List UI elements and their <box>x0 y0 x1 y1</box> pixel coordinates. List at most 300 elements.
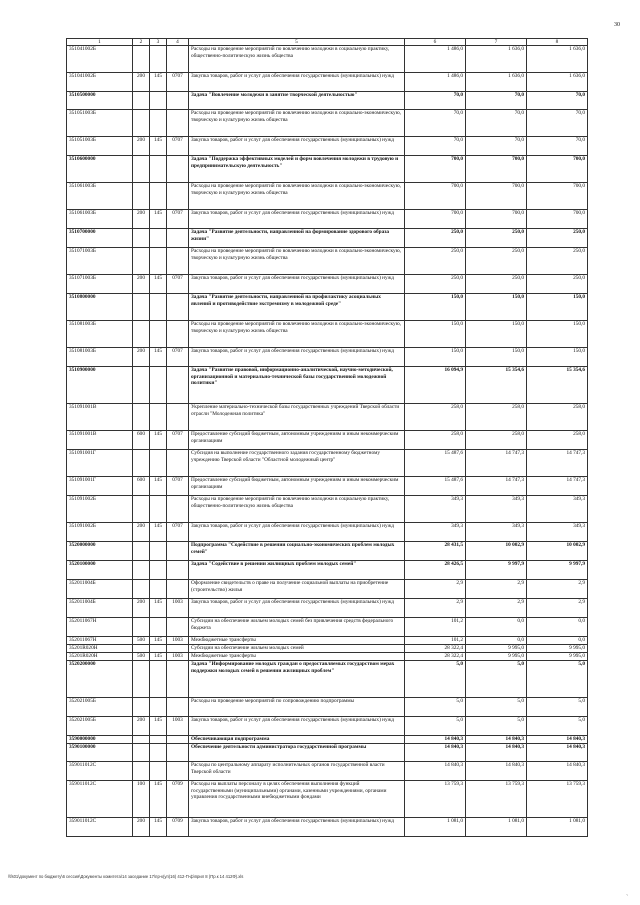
row-value-year2: 70,0 <box>466 137 527 156</box>
row-value-year1: 2,9 <box>405 580 466 599</box>
row-value-year2: 14 747,3 <box>466 477 527 496</box>
column-header: 6 <box>405 39 466 46</box>
row-value-year1: 1 081,0 <box>405 818 466 837</box>
row-value-year1: 150,0 <box>405 321 466 348</box>
row-expense-type: 200 <box>133 73 150 92</box>
table-row <box>67 46 588 73</box>
row-value-year2: 70,0 <box>466 92 527 110</box>
row-expense-type: 200 <box>133 348 150 367</box>
row-department <box>150 698 167 717</box>
row-value-year2: 150,0 <box>466 294 527 321</box>
file-path-footer: \\fs01\документ по бюджету\6 сессия\Документы комитета\14 заседание 17\пр-к(уп)16) 412-П-ф\прил 8 (Пр.к 14 412Ф).xls <box>8 874 244 879</box>
row-value-year1: 150,0 <box>405 294 466 321</box>
row-department <box>150 496 167 523</box>
table-row <box>67 183 588 210</box>
table-row <box>67 92 588 110</box>
row-description: Субсидия на выполнение государственного задания государственному бюджетному учреждению Тверской области "Областной молодежный центр" <box>189 450 405 477</box>
row-description: Закупка товаров, работ и услуг для обеспечения государственных (муниципальных) нужд <box>189 73 405 92</box>
row-value-year2: 250,0 <box>466 275 527 294</box>
row-expense-type: 500 <box>133 637 150 645</box>
row-section <box>167 248 189 275</box>
row-value-year3: 9 995,0 <box>527 653 588 661</box>
column-header: 7 <box>466 39 527 46</box>
table-row <box>67 561 588 580</box>
row-value-year3: 2,9 <box>527 580 588 599</box>
table-row <box>67 542 588 561</box>
table-row <box>67 736 588 744</box>
row-value-year1: 28 322,4 <box>405 653 466 661</box>
row-value-year3: 0,0 <box>527 637 588 645</box>
row-description: Расходы на проведение мероприятий по вовлечению молодежи в социально-экономическую, творческую и культурную жизнь общества <box>189 183 405 210</box>
table-row <box>67 210 588 229</box>
row-code: 3510700000 <box>67 229 133 248</box>
row-value-year3: 5,0 <box>527 661 588 698</box>
row-value-year3: 14 747,3 <box>527 477 588 496</box>
row-department: 145 <box>150 431 167 450</box>
table-row <box>67 110 588 137</box>
row-value-year1: 700,0 <box>405 210 466 229</box>
row-value-year3: 250,0 <box>527 229 588 248</box>
row-value-year1: 101,2 <box>405 618 466 637</box>
row-value-year1: 250,0 <box>405 229 466 248</box>
row-value-year2: 1 636,0 <box>466 73 527 92</box>
row-value-year1: 28 431,5 <box>405 542 466 561</box>
row-description: Закупка товаров, работ и услуг для обеспечения государственных (муниципальных) нужд <box>189 717 405 736</box>
row-expense-type <box>133 736 150 744</box>
row-section: 0709 <box>167 818 189 837</box>
row-description: Задача "Развитие деятельности, направленной на профилактику асоциальных явлений и противодействие экстремизму в молодежной среде" <box>189 294 405 321</box>
row-department <box>150 321 167 348</box>
row-code: 351081003Б <box>67 321 133 348</box>
row-value-year2: 258,0 <box>466 431 527 450</box>
row-description: Предоставление субсидий бюджетным, автономным учреждениям и иным некоммерческим организациям <box>189 477 405 496</box>
row-code: 351091001Г <box>67 450 133 477</box>
row-department <box>150 542 167 561</box>
row-description: Задача "Содействие в решении жилищных проблем молодых семей" <box>189 561 405 580</box>
row-department: 145 <box>150 818 167 837</box>
row-value-year1: 250,0 <box>405 248 466 275</box>
row-expense-type <box>133 561 150 580</box>
table-row <box>67 477 588 496</box>
row-value-year1: 1 486,0 <box>405 46 466 73</box>
table-row <box>67 618 588 637</box>
table-row <box>67 599 588 618</box>
row-section <box>167 698 189 717</box>
column-header: 3 <box>150 39 167 46</box>
table-row <box>67 348 588 367</box>
row-description: Предоставление субсидий бюджетным, автономным учреждениям и иным некоммерческим организациям <box>189 431 405 450</box>
row-code: 351061003Б <box>67 183 133 210</box>
row-value-year2: 250,0 <box>466 248 527 275</box>
row-expense-type <box>133 762 150 781</box>
row-description: Расходы на проведение мероприятий по вовлечению молодежи в социально-экономическую, творческую и культурную жизнь общества <box>189 110 405 137</box>
row-department <box>150 248 167 275</box>
row-section <box>167 496 189 523</box>
row-value-year1: 28 426,5 <box>405 561 466 580</box>
row-section: 0707 <box>167 275 189 294</box>
row-department <box>150 367 167 404</box>
row-value-year1: 349,3 <box>405 523 466 542</box>
row-value-year3: 70,0 <box>527 92 588 110</box>
table-row <box>67 818 588 837</box>
row-value-year2: 10 002,9 <box>466 542 527 561</box>
row-value-year3: 1 636,0 <box>527 46 588 73</box>
row-department <box>150 580 167 599</box>
row-section <box>167 580 189 599</box>
row-department <box>150 294 167 321</box>
row-section: 1003 <box>167 637 189 645</box>
row-value-year3: 9 997,9 <box>527 561 588 580</box>
row-value-year2: 250,0 <box>466 229 527 248</box>
row-section <box>167 744 189 762</box>
table-row <box>67 248 588 275</box>
column-header: 2 <box>133 39 150 46</box>
row-description: Расходы на проведение мероприятий по вовлечению молодежи в социальную практику, общественно-политическую жизнь общества <box>189 496 405 523</box>
row-value-year3: 10 002,9 <box>527 542 588 561</box>
row-expense-type: 100 <box>133 781 150 818</box>
row-expense-type <box>133 645 150 653</box>
row-value-year3: 14 840,3 <box>527 736 588 744</box>
row-department: 145 <box>150 348 167 367</box>
table-row <box>67 698 588 717</box>
row-value-year1: 15 487,6 <box>405 477 466 496</box>
row-section: 0707 <box>167 477 189 496</box>
row-value-year3: 150,0 <box>527 294 588 321</box>
row-expense-type <box>133 542 150 561</box>
row-value-year3: 13 759,3 <box>527 781 588 818</box>
row-code: 3520100000 <box>67 561 133 580</box>
row-value-year3: 250,0 <box>527 248 588 275</box>
row-expense-type <box>133 580 150 599</box>
row-value-year2: 258,0 <box>466 404 527 431</box>
row-value-year2: 150,0 <box>466 321 527 348</box>
row-value-year3: 5,0 <box>527 698 588 717</box>
row-value-year2: 15 354,6 <box>466 367 527 404</box>
table-row <box>67 367 588 404</box>
row-section: 0707 <box>167 523 189 542</box>
row-value-year1: 258,0 <box>405 404 466 431</box>
row-code: 352011067Н <box>67 637 133 645</box>
row-value-year1: 2,9 <box>405 599 466 618</box>
row-department <box>150 744 167 762</box>
row-expense-type: 200 <box>133 818 150 837</box>
row-value-year2: 700,0 <box>466 183 527 210</box>
row-description: Субсидии на обеспечение жильем молодых семей <box>189 645 405 653</box>
row-value-year1: 1 486,0 <box>405 73 466 92</box>
row-expense-type: 200 <box>133 523 150 542</box>
row-value-year3: 1 081,0 <box>527 818 588 837</box>
row-section: 0707 <box>167 73 189 92</box>
row-code: 359011012С <box>67 818 133 837</box>
row-department: 145 <box>150 73 167 92</box>
row-code: 359011012С <box>67 781 133 818</box>
row-value-year2: 9 997,9 <box>466 561 527 580</box>
corner-mark: ˎ <box>626 888 629 896</box>
row-section <box>167 762 189 781</box>
row-code: 351041002Б <box>67 73 133 92</box>
row-description: Задача "Поддержка эффективных моделей и форм вовлечения молодежи в трудовую и предпринимательскую деятельность" <box>189 156 405 183</box>
row-value-year3: 258,0 <box>527 404 588 431</box>
row-code: 352011067Н <box>67 618 133 637</box>
table-row <box>67 137 588 156</box>
row-department <box>150 92 167 110</box>
row-value-year1: 150,0 <box>405 348 466 367</box>
row-department <box>150 645 167 653</box>
row-department <box>150 450 167 477</box>
row-value-year2: 150,0 <box>466 348 527 367</box>
row-value-year1: 70,0 <box>405 137 466 156</box>
row-expense-type <box>133 321 150 348</box>
table-row <box>67 717 588 736</box>
table-row <box>67 762 588 781</box>
column-header: 8 <box>527 39 588 46</box>
row-section: 1003 <box>167 653 189 661</box>
row-value-year1: 700,0 <box>405 156 466 183</box>
row-code: 351051003Б <box>67 137 133 156</box>
row-description: Закупка товаров, работ и услуг для обеспечения государственных (муниципальных) нужд <box>189 348 405 367</box>
row-value-year3: 700,0 <box>527 183 588 210</box>
row-value-year2: 70,0 <box>466 110 527 137</box>
row-expense-type <box>133 156 150 183</box>
column-header: 4 <box>167 39 189 46</box>
row-description: Закупка товаров, работ и услуг для обеспечения государственных (муниципальных) нужд <box>189 275 405 294</box>
row-value-year1: 250,0 <box>405 275 466 294</box>
row-code: 351081003Б <box>67 348 133 367</box>
row-value-year2: 14 840,3 <box>466 762 527 781</box>
row-value-year1: 14 840,3 <box>405 762 466 781</box>
row-value-year3: 349,3 <box>527 523 588 542</box>
row-value-year2: 14 747,3 <box>466 450 527 477</box>
row-expense-type: 200 <box>133 717 150 736</box>
row-value-year3: 15 354,6 <box>527 367 588 404</box>
row-value-year3: 70,0 <box>527 137 588 156</box>
row-description: Расходы на выплаты персоналу в целях обеспечения выполнения функций государственными (муниципальными) органами, казенными учреждениями, органами управления государственными внебюджетными фондами <box>189 781 405 818</box>
row-value-year2: 2,9 <box>466 580 527 599</box>
row-value-year1: 70,0 <box>405 92 466 110</box>
row-section <box>167 110 189 137</box>
row-expense-type: 200 <box>133 210 150 229</box>
row-expense-type <box>133 450 150 477</box>
row-expense-type <box>133 183 150 210</box>
row-description: Расходы по центральному аппарату исполнительных органов государственной власти Тверской области <box>189 762 405 781</box>
row-value-year2: 9 995,0 <box>466 645 527 653</box>
row-section: 0707 <box>167 348 189 367</box>
row-code: 3510800000 <box>67 294 133 321</box>
row-code: 352011004Б <box>67 580 133 599</box>
row-description: Субсидии на обеспечение жильем молодых семей без привлечения средств федерального бюджета <box>189 618 405 637</box>
row-value-year2: 0,0 <box>466 618 527 637</box>
row-section <box>167 321 189 348</box>
row-value-year3: 258,0 <box>527 431 588 450</box>
row-code: 3520200000 <box>67 661 133 698</box>
row-expense-type: 200 <box>133 599 150 618</box>
row-value-year3: 5,0 <box>527 717 588 736</box>
row-section <box>167 183 189 210</box>
row-value-year2: 349,3 <box>466 496 527 523</box>
table-row <box>67 156 588 183</box>
row-description: Задача "Развитие деятельности, направленной на формирование здорового образа жизни" <box>189 229 405 248</box>
column-header: 5 <box>189 39 405 46</box>
row-description: Расходы на проведение мероприятий по вовлечению молодежи в социально-экономическую, творческую и культурную жизнь общества <box>189 321 405 348</box>
row-value-year3: 1 636,0 <box>527 73 588 92</box>
row-code: 351091001В <box>67 404 133 431</box>
row-section <box>167 645 189 653</box>
row-description: Закупка товаров, работ и услуг для обеспечения государственных (муниципальных) нужд <box>189 523 405 542</box>
row-value-year2: 0,0 <box>466 637 527 645</box>
row-department: 145 <box>150 637 167 645</box>
column-header: 1 <box>67 39 133 46</box>
row-section <box>167 92 189 110</box>
row-description: Задача "Информирование молодых граждан о предоставляемых государством мерах поддержки молодых семей в решении жилищных проблем" <box>189 661 405 698</box>
row-department: 145 <box>150 210 167 229</box>
row-code: 35201R020Н <box>67 653 133 661</box>
row-description: Оформление свидетельств о праве на получение социальной выплаты на приобретение (строительство) жилья <box>189 580 405 599</box>
row-code: 351091001Г <box>67 477 133 496</box>
row-section: 1003 <box>167 717 189 736</box>
row-description: Подпрограмма "Содействие в решении социально-экономических проблем молодых семей" <box>189 542 405 561</box>
row-expense-type <box>133 404 150 431</box>
row-code: 351071003Б <box>67 248 133 275</box>
row-code: 351091002Б <box>67 496 133 523</box>
row-description: Задача "Развитие правовой, информационно-аналитической, научно-методической, организационной и материально-технической базы государственной молодежной политики" <box>189 367 405 404</box>
row-description: Межбюджетные трансферты <box>189 637 405 645</box>
row-section <box>167 542 189 561</box>
row-section: 0709 <box>167 781 189 818</box>
row-description: Обеспечивающая подпрограмма <box>189 736 405 744</box>
row-description: Закупка товаров, работ и услуг для обеспечения государственных (муниципальных) нужд <box>189 818 405 837</box>
row-value-year2: 1 081,0 <box>466 818 527 837</box>
row-value-year2: 700,0 <box>466 210 527 229</box>
row-description: Закупка товаров, работ и услуг для обеспечения государственных (муниципальных) нужд <box>189 210 405 229</box>
row-department <box>150 110 167 137</box>
row-code: 3590000000 <box>67 736 133 744</box>
row-expense-type <box>133 618 150 637</box>
row-expense-type <box>133 248 150 275</box>
row-section: 1003 <box>167 599 189 618</box>
row-expense-type: 200 <box>133 275 150 294</box>
row-value-year2: 14 840,3 <box>466 736 527 744</box>
row-section: 0707 <box>167 210 189 229</box>
row-department <box>150 156 167 183</box>
row-value-year3: 14 747,3 <box>527 450 588 477</box>
row-value-year1: 16 094,9 <box>405 367 466 404</box>
row-value-year3: 14 840,3 <box>527 744 588 762</box>
table-row <box>67 580 588 599</box>
row-value-year3: 0,0 <box>527 618 588 637</box>
row-section <box>167 46 189 73</box>
row-value-year1: 14 840,3 <box>405 736 466 744</box>
row-section <box>167 404 189 431</box>
row-department: 145 <box>150 477 167 496</box>
table-row <box>67 73 588 92</box>
row-section <box>167 367 189 404</box>
row-code: 35201R020Н <box>67 645 133 653</box>
row-value-year2: 5,0 <box>466 717 527 736</box>
row-value-year3: 700,0 <box>527 156 588 183</box>
row-value-year1: 258,0 <box>405 431 466 450</box>
row-section <box>167 618 189 637</box>
row-value-year3: 349,3 <box>527 496 588 523</box>
row-code: 351051003Б <box>67 110 133 137</box>
table-row <box>67 496 588 523</box>
row-code: 3510600000 <box>67 156 133 183</box>
row-value-year1: 15 487,6 <box>405 450 466 477</box>
row-expense-type <box>133 294 150 321</box>
row-value-year1: 28 322,4 <box>405 645 466 653</box>
row-department <box>150 618 167 637</box>
table-row <box>67 781 588 818</box>
row-code: 3590100000 <box>67 744 133 762</box>
row-code: 352021005Б <box>67 698 133 717</box>
row-code: 351091002Б <box>67 523 133 542</box>
row-expense-type <box>133 744 150 762</box>
row-department <box>150 46 167 73</box>
row-expense-type <box>133 229 150 248</box>
table-row <box>67 645 588 653</box>
row-section <box>167 561 189 580</box>
row-section <box>167 294 189 321</box>
page-number: 30 <box>614 22 620 28</box>
table-row <box>67 431 588 450</box>
row-value-year2: 700,0 <box>466 156 527 183</box>
row-department <box>150 183 167 210</box>
row-department <box>150 229 167 248</box>
row-department: 145 <box>150 599 167 618</box>
row-expense-type <box>133 92 150 110</box>
row-value-year2: 349,3 <box>466 523 527 542</box>
row-value-year2: 1 636,0 <box>466 46 527 73</box>
row-code: 359011012С <box>67 762 133 781</box>
row-description: Задача "Вовлечение молодежи в занятие творческой деятельностью" <box>189 92 405 110</box>
table-row <box>67 653 588 661</box>
row-code: 351071003Б <box>67 275 133 294</box>
table-row <box>67 275 588 294</box>
row-value-year1: 5,0 <box>405 717 466 736</box>
table-row <box>67 661 588 698</box>
row-value-year2: 5,0 <box>466 698 527 717</box>
row-value-year3: 150,0 <box>527 321 588 348</box>
row-department <box>150 561 167 580</box>
row-department: 145 <box>150 781 167 818</box>
table-row <box>67 294 588 321</box>
row-department: 145 <box>150 137 167 156</box>
column-number-row <box>67 39 588 46</box>
row-expense-type <box>133 110 150 137</box>
table-row <box>67 744 588 762</box>
table-row <box>67 404 588 431</box>
row-value-year1: 700,0 <box>405 183 466 210</box>
row-section <box>167 661 189 698</box>
row-description: Расходы на проведение мероприятий по вовлечению молодежи в социальную практику, общественно-политическую жизнь общества <box>189 46 405 73</box>
row-description: Расходы на проведение мероприятий по вовлечению молодежи в социально-экономическую, творческую и культурную жизнь общества <box>189 248 405 275</box>
row-department: 145 <box>150 717 167 736</box>
row-value-year1: 14 840,3 <box>405 744 466 762</box>
row-department <box>150 762 167 781</box>
row-expense-type <box>133 46 150 73</box>
row-department <box>150 661 167 698</box>
row-expense-type: 500 <box>133 653 150 661</box>
row-description: Обеспечение деятельности администратора государственной программы <box>189 744 405 762</box>
row-value-year3: 9 995,0 <box>527 645 588 653</box>
row-code: 3510900000 <box>67 367 133 404</box>
row-description: Межбюджетные трансферты <box>189 653 405 661</box>
row-value-year3: 2,9 <box>527 599 588 618</box>
row-department: 145 <box>150 523 167 542</box>
row-value-year2: 5,0 <box>466 661 527 698</box>
row-value-year2: 13 759,3 <box>466 781 527 818</box>
row-code: 351091001В <box>67 431 133 450</box>
row-description: Укрепление материально-технической базы государственных учреждений Тверской области отрасли "Молодежная политика" <box>189 404 405 431</box>
